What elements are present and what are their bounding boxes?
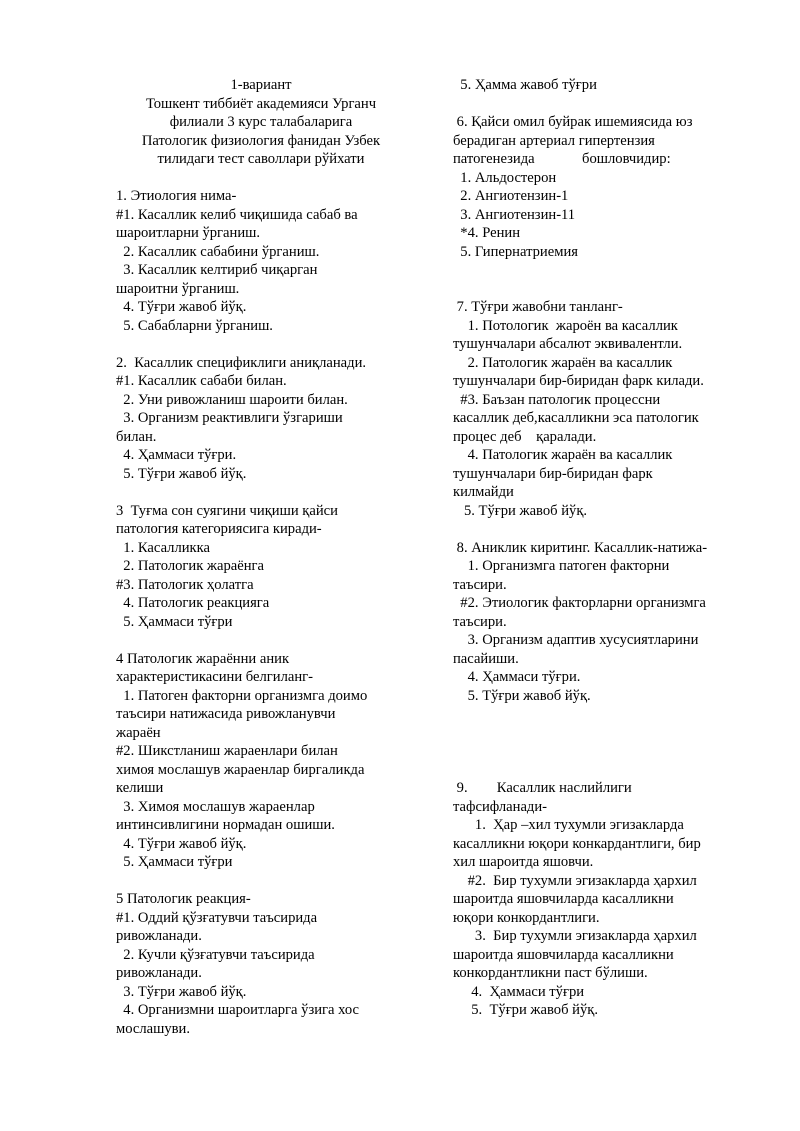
text-line: шароитда яшовчиларда касалликни	[453, 946, 674, 963]
text-line: 4. Тўғри жавоб йўқ.	[116, 299, 247, 315]
right-question-list	[453, 76, 753, 1020]
text-line: 3. Ангиотензин-11	[453, 206, 576, 223]
text-line: #3. Патологик ҳолатга	[116, 576, 254, 593]
text-line: характеристикасини белгиланг-	[116, 669, 313, 685]
left-column	[116, 76, 406, 1038]
text-line: 4 Патологик жараённи аник	[116, 650, 290, 667]
text-line: 8. Аниклик киритинг. Касаллик-натижа-	[453, 539, 708, 556]
text-line: шароитларни ўрганиш.	[116, 225, 261, 241]
blank-line	[453, 520, 753, 539]
text-line: 4. Тўғри жавоб йўқ.	[116, 835, 247, 852]
text-line: 5. Ҳаммаси тўғри	[116, 613, 233, 630]
text-line: #1. Касаллик сабаби билан.	[116, 373, 287, 389]
text-line: 2. Уни ривожланиш шароити билан.	[116, 391, 348, 408]
text-line: 1. Патоген факторни организмга доимо	[116, 687, 368, 704]
right-column	[453, 76, 753, 1020]
blank-line	[116, 169, 406, 188]
text-line: 4. Ҳаммаси тўғри	[453, 983, 585, 1000]
text-line: шароитда яшовчиларда касалликни	[453, 891, 674, 907]
text-line: #1. Оддий қўзғатувчи таъсирида	[116, 909, 318, 926]
text-line: тафсифланади-	[453, 798, 548, 815]
header-line: Тошкент тиббиёт академияси Урганч	[145, 95, 377, 112]
text-line: #3. Баъзан патологик процессни	[453, 391, 661, 408]
blank-line	[116, 631, 406, 650]
text-line: 3. Организм реактивлиги ўзгариши	[116, 410, 343, 426]
blank-line	[453, 95, 753, 114]
text-line: 5. Тўғри жавоб йўқ.	[453, 502, 588, 519]
left-question-list	[116, 169, 406, 1039]
text-line: таъсири.	[453, 613, 507, 630]
text-line: 5. Тўғри жавоб йўқ.	[453, 1002, 599, 1018]
text-line: мослашуви.	[116, 1020, 191, 1037]
text-line: химоя мослашув жараенлар биргаликда	[116, 761, 365, 778]
text-line: 1. Альдостерон	[453, 169, 557, 186]
text-line: 2. Патологик жараёнга	[116, 558, 265, 574]
header-line: филиали 3 курс талабаларига	[169, 114, 353, 130]
text-line: 5. Ҳаммаси тўғри	[116, 854, 233, 870]
text-line: касаллик деб,касалликни эса патологик	[453, 410, 699, 426]
text-line: 4. Ҳаммаси тўғри.	[116, 447, 237, 463]
header-line: Патологик физиология фанидан Узбек	[141, 132, 381, 149]
text-line: 4. Организмни шароитларга ўзига хос	[116, 1002, 360, 1018]
text-line: 4. Патологик жараён ва касаллик	[453, 447, 673, 463]
text-line: 3. Касаллик келтириб чиқарган	[116, 262, 318, 278]
text-line: 1. Ҳар –хил тухумли эгизакларда	[453, 817, 684, 833]
text-line: билан.	[116, 428, 157, 445]
text-line: таъсири натижасида ривожланувчи	[116, 706, 336, 722]
header-line: тилидаги тест саволлари рўйхати	[157, 151, 365, 167]
text-line: 5. Гипернатриемия	[453, 243, 578, 260]
text-line: 3. Химоя мослашув жараенлар	[116, 798, 315, 815]
text-line: 5. Ҳамма жавоб тўғри	[453, 77, 597, 93]
text-line: 3 Туғма сон суягини чиқиши қайси	[116, 502, 338, 519]
text-line: конкордантликни паст бўлиши.	[453, 965, 648, 981]
text-line: килмайди	[453, 484, 514, 500]
text-line: 5 Патологик реакция-	[116, 891, 251, 907]
text-line: *4. Ренин	[453, 225, 521, 241]
blank-line	[453, 742, 753, 761]
blank-line	[116, 483, 406, 502]
text-line: 9. Касаллик наслийлиги	[453, 780, 632, 796]
blank-line	[453, 261, 753, 280]
text-line: 3. Тўғри жавоб йўқ.	[116, 983, 247, 1000]
text-line: келиши	[116, 780, 164, 796]
text-line: 2. Кучли қўзғатувчи таъсирида	[116, 946, 315, 963]
text-line: 2. Касаллик сабабини ўрганиш.	[116, 243, 320, 260]
text-line: юқори конкордантлиги.	[453, 909, 600, 926]
blank-line	[453, 761, 753, 780]
text-line: 3. Организм адаптив хусусиятларини	[453, 632, 699, 648]
blank-line	[453, 280, 753, 299]
text-line: процес деб қаралади.	[453, 428, 597, 445]
text-line: #2. Шикстланиш жараенлари билан	[116, 743, 338, 759]
document-header	[116, 76, 406, 169]
text-line: 1. Касалликка	[116, 539, 210, 556]
text-line: 1. Потологик жароён ва касаллик	[453, 317, 678, 334]
text-line: 4. Ҳаммаси тўғри.	[453, 669, 581, 685]
text-line: тушунчалари бир-биридан фарк	[453, 465, 653, 482]
text-line: шароитни ўрганиш.	[116, 280, 240, 297]
text-line: интинсивлигини нормадан ошиши.	[116, 817, 335, 833]
text-line: #1. Касаллик келиб чиқишида сабаб ва	[116, 206, 358, 223]
text-line: 2. Касаллик спецификлиги аниқланади.	[116, 354, 367, 371]
text-line: жараён	[116, 724, 161, 741]
text-line: пасайиши.	[453, 650, 519, 667]
text-line: ривожланади.	[116, 928, 202, 944]
text-line: хил шароитда яшовчи.	[453, 854, 594, 870]
text-line: тушунчалари бир-биридан фарк килади.	[453, 373, 704, 389]
text-line: 6. Қайси омил буйрак ишемиясида юз	[453, 114, 693, 130]
header-line: 1-вариант	[230, 77, 292, 93]
text-line: #2. Бир тухумли эгизакларда ҳархил	[453, 872, 697, 889]
text-line: таъсири.	[453, 576, 507, 593]
text-line: 5. Тўғри жавоб йўқ.	[453, 687, 591, 704]
text-line: 5. Сабабларни ўрганиш.	[116, 317, 273, 334]
text-line: 3. Бир тухумли эгизакларда ҳархил	[453, 928, 697, 944]
text-line: касалликни юқори конкардантлиги, бир	[453, 835, 701, 852]
text-line: патология категориясига киради-	[116, 521, 322, 537]
text-line: берадиган артериал гипертензия	[453, 132, 655, 149]
text-line: 7. Тўғри жавобни танланг-	[453, 299, 623, 315]
text-line: 2. Патологик жараён ва касаллик	[453, 354, 673, 371]
blank-line	[116, 872, 406, 891]
blank-line	[453, 724, 753, 743]
text-line: 2. Ангиотензин-1	[453, 188, 569, 204]
text-line: патогенезида бошловчидир:	[453, 151, 671, 167]
text-line: 4. Патологик реакцияга	[116, 595, 270, 611]
blank-line	[116, 335, 406, 354]
text-line: #2. Этиологик факторларни организмга	[453, 595, 706, 611]
blank-line	[453, 705, 753, 724]
text-line: 5. Тўғри жавоб йўқ.	[116, 465, 247, 482]
text-line: тушунчалари абсалют эквивалентли.	[453, 336, 683, 352]
text-line: ривожланади.	[116, 965, 202, 981]
text-line: 1. Организмга патоген факторни	[453, 558, 670, 574]
text-line: 1. Этиология нима-	[116, 188, 237, 204]
